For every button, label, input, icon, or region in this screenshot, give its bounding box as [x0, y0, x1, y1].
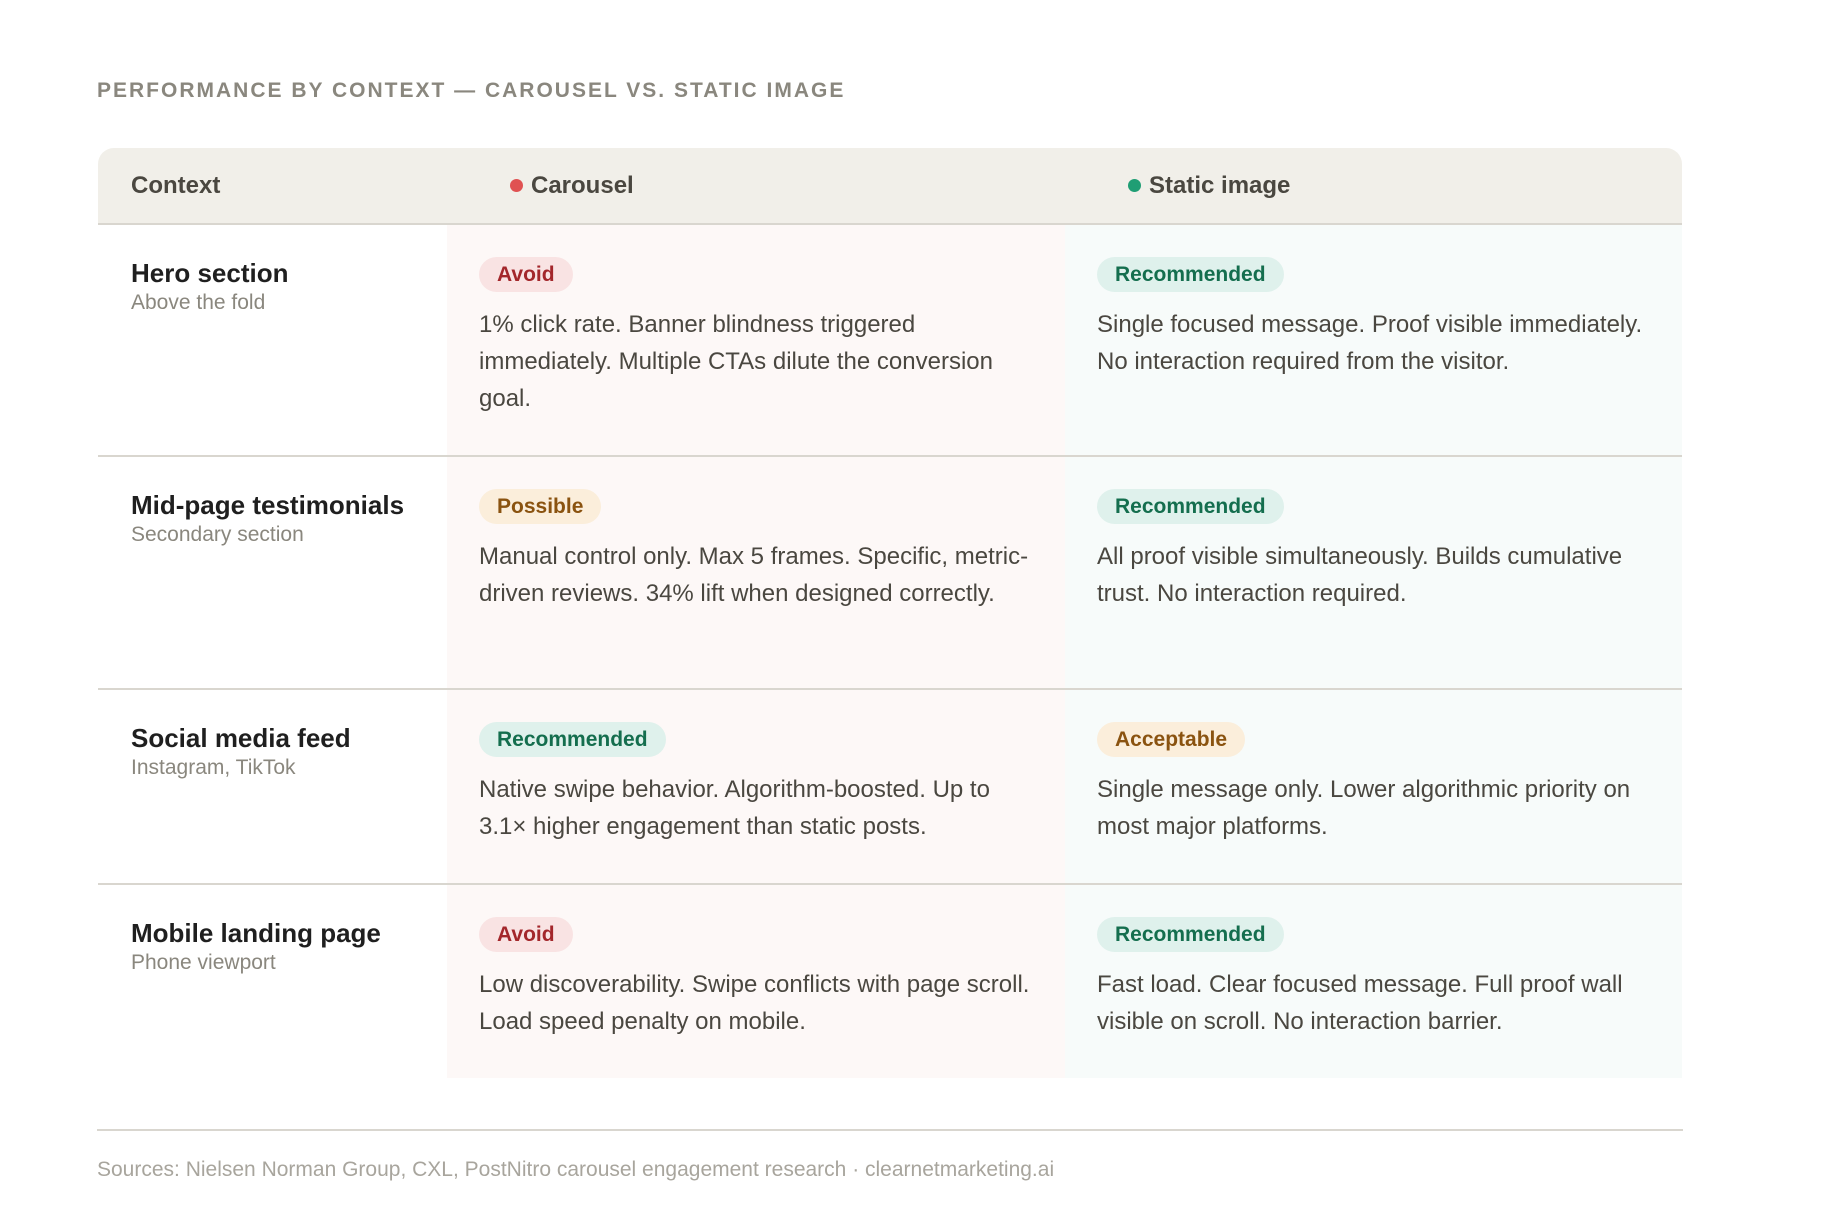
carousel-description: 1% click rate. Banner blindness triggered immediately. Multiple CTAs dilute the conversion goal. [479, 311, 993, 412]
static-description: Single focused message. Proof visible immediately. No interaction required from the visitor. [1097, 311, 1643, 375]
static-description: Single message only. Lower algorithmic priority on most major platforms. [1097, 776, 1631, 840]
carousel-cell [447, 690, 1065, 883]
static-cell [1065, 690, 1682, 883]
carousel-description: Manual control only. Max 5 frames. Specific, metric-driven reviews. 34% lift when designed correctly. [479, 543, 1029, 607]
carousel-description: Native swipe behavior. Algorithm-boosted. Up to 3.1× higher engagement than static posts. [479, 776, 990, 840]
status-badge: Recommended [479, 722, 666, 757]
carousel-cell [447, 225, 1065, 455]
status-badge: Acceptable [1097, 722, 1245, 757]
status-badge: Recommended [1097, 489, 1284, 524]
context-sub: Instagram, TikTok [131, 756, 296, 779]
footer-divider [97, 1129, 1683, 1131]
static-description: Fast load. Clear focused message. Full proof wall visible on scroll. No interaction barrier. [1097, 971, 1623, 1035]
static-cell [1065, 225, 1682, 455]
context-cell [98, 225, 447, 455]
context-sub: Above the fold [131, 291, 266, 314]
status-badge: Avoid [479, 257, 573, 292]
status-badge: Possible [479, 489, 601, 524]
table-row [98, 885, 1682, 1078]
table-row [98, 690, 1682, 885]
context-name: Social media feed [131, 723, 351, 753]
static-description: All proof visible simultaneously. Builds cumulative trust. No interaction required. [1097, 543, 1623, 607]
carousel-cell [447, 885, 1065, 1078]
sources-footer: Sources: Nielsen Norman Group, CXL, PostNitro carousel engagement research · clearnetmarketing.ai [97, 1158, 1055, 1181]
table-row [98, 225, 1682, 457]
column-header-static [1097, 148, 1682, 223]
carousel-cell [447, 457, 1065, 688]
column-header-static-label: Static image [1149, 171, 1291, 199]
column-header-carousel [479, 148, 1097, 223]
table-header [98, 148, 1682, 225]
status-badge: Recommended [1097, 917, 1284, 952]
context-name: Mid-page testimonials [131, 490, 405, 520]
carousel-dot-icon [510, 179, 523, 192]
column-header-context [98, 148, 479, 223]
static-dot-icon [1128, 179, 1141, 192]
carousel-description: Low discoverability. Swipe conflicts with page scroll. Load speed penalty on mobile. [479, 971, 1030, 1035]
column-header-carousel-label: Carousel [531, 171, 634, 199]
comparison-table [98, 148, 1682, 1078]
context-name: Hero section [131, 258, 289, 288]
context-cell [98, 885, 447, 1078]
context-cell [98, 457, 447, 688]
status-badge: Recommended [1097, 257, 1284, 292]
table-row [98, 457, 1682, 690]
static-cell [1065, 457, 1682, 688]
context-cell [98, 690, 447, 883]
status-badge: Avoid [479, 917, 573, 952]
context-sub: Phone viewport [131, 951, 276, 974]
static-cell [1065, 885, 1682, 1078]
page-title: PERFORMANCE BY CONTEXT — CAROUSEL VS. STATIC IMAGE [97, 79, 846, 102]
context-sub: Secondary section [131, 523, 304, 546]
context-name: Mobile landing page [131, 918, 381, 948]
column-header-context-label: Context [131, 171, 221, 199]
